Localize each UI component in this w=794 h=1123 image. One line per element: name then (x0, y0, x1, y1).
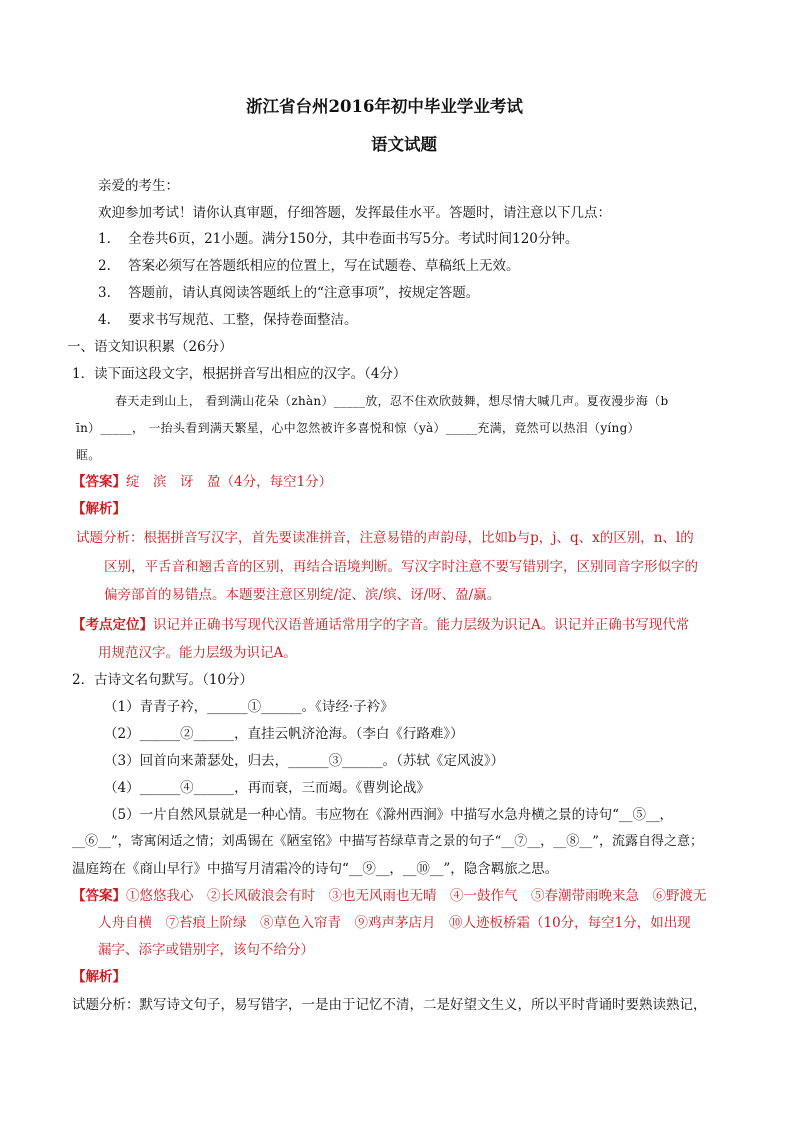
q1-passage-line-3: 眶。 (76, 448, 101, 462)
q2-item-2: （2）______②______，直挂云帆济沧海。（李白《行路难》） (104, 726, 464, 742)
q1-kaodian (72, 615, 689, 635)
q2-item-4: （4）______④______，再而衰，三而竭。《曹刿论战》 (104, 780, 430, 796)
note-number: 2. (98, 258, 111, 274)
note-text: 要求书写规范、工整，保持卷面整洁。 (128, 312, 358, 328)
note-number: 4. (98, 312, 111, 328)
q2-answer-line-2: 人舟自横 ⑦苔痕上阶绿 ⑧草色入帘青 ⑨鸡声茅店月 ⑩人迹板桥霜（10分，每空1分，如出现 (98, 915, 691, 931)
q2-analysis-line-1: 试题分析：默写诗文句子，易写错字，一是由于记忆不清，二是好望文生义，所以平时背诵时要熟读熟记， (72, 997, 707, 1013)
q1-answer (72, 472, 332, 492)
section-heading: 一、语文知识积累（26分） (67, 339, 233, 355)
q2-answer (72, 886, 707, 906)
q1-kaodian-line-2: 用规范汉字。能力层级为识记A。 (98, 645, 297, 661)
q1-analysis-tag: 【解析】 (72, 501, 126, 517)
page-title: 浙江省台州2016年初中毕业学业考试 (246, 97, 523, 116)
q2-item-5-line-1: （5）一片自然风景就是一种心情。韦应物在《滁州西涧》中描写水急舟横之景的诗句“__⑤__， (104, 807, 673, 823)
welcome-text: 欢迎参加考试！请你认真审题，仔细答题，发挥最佳水平。答题时，请注意以下几点： (98, 205, 611, 221)
kaodian-tag: 【考点定位】 (72, 617, 153, 633)
note-1 (98, 229, 578, 249)
answer-text: ①悠悠我心 ②长风破浪会有时 ③也无风雨也无晴 ④一鼓作气 ⑤春潮带雨晚来急 ⑥野渡无 (126, 888, 707, 904)
q2-item-5-line-2: __⑥__”，寄寓闲适之情；刘禹锡在《陋室铭》中描写苔绿草青之景的句子“__⑦__，__⑧__”，流露自得之意； (72, 834, 703, 849)
answer-tag: 【答案】 (72, 888, 126, 904)
q1-analysis-line-1: 试题分析：根据拼音写汉字，首先要读准拼音，注意易错的声韵母，比如b与p，j、q、x的区别，n、l的 (76, 530, 694, 546)
q1-analysis-line-2: 区别，平舌音和翘舌音的区别，再结合语境判断。写汉字时注意不要写错别字，区别同音字形似字的 (104, 559, 698, 575)
q2-item-3: （3）回首向来萧瑟处，归去，______③______。（苏轼《定风波》） (104, 753, 505, 769)
q2-item-5-line-3: 温庭筠在《商山早行》中描写月清霜冷的诗句“__⑨__，__⑩__”，隐含羁旅之思。 (72, 861, 559, 877)
note-text: 答案必须写在答题纸相应的位置上，写在试题卷、草稿纸上无效。 (128, 258, 520, 274)
q1-passage-line-2: īn）_____， 一抬头看到满天繁星，心中忽然被许多喜悦和惊（yà）_____充满，竟然可以热泪（yíng） (76, 421, 640, 435)
note-number: 1. (98, 231, 111, 247)
question-1-stem: 1．读下面这段文字，根据拼音写出相应的汉字。（4分） (72, 366, 407, 382)
answer-text: 绽 滨 讶 盈（4分，每空1分） (126, 474, 333, 490)
q2-analysis-tag: 【解析】 (72, 969, 126, 985)
answer-tag: 【答案】 (72, 474, 126, 490)
note-text: 全卷共6页，21小题。满分150分，其中卷面书写5分。考试时间120分钟。 (128, 231, 579, 247)
note-3 (98, 283, 479, 303)
q2-item-1: （1）青青子衿，______①______。《诗经·子衿》 (104, 699, 394, 715)
q1-passage-line-1: 春天走到山上， 看到满山花朵（zhàn）_____放，忍不住欢欣鼓舞，想尽情大喊几声。夏夜漫步海（b (115, 394, 669, 408)
greeting: 亲爱的考生： (98, 178, 179, 194)
q2-answer-line-3: 漏字、添字或错别字，该句不给分） (98, 942, 314, 958)
q1-analysis-line-3: 偏旁部首的易错点。本题要注意区别绽/淀、滨/缤、讶/呀、盈/赢。 (104, 587, 501, 603)
note-2 (98, 256, 520, 276)
kaodian-text: 识记并正确书写现代汉语普通话常用字的字音。能力层级为识记A。识记并正确书写现代常 (153, 617, 690, 633)
question-2-stem: 2．古诗文名句默写。（10分） (72, 672, 254, 688)
note-4 (98, 310, 358, 330)
page-subtitle: 语文试题 (371, 135, 437, 154)
note-number: 3. (98, 285, 111, 301)
note-text: 答题前，请认真阅读答题纸上的“注意事项”，按规定答题。 (128, 285, 480, 301)
